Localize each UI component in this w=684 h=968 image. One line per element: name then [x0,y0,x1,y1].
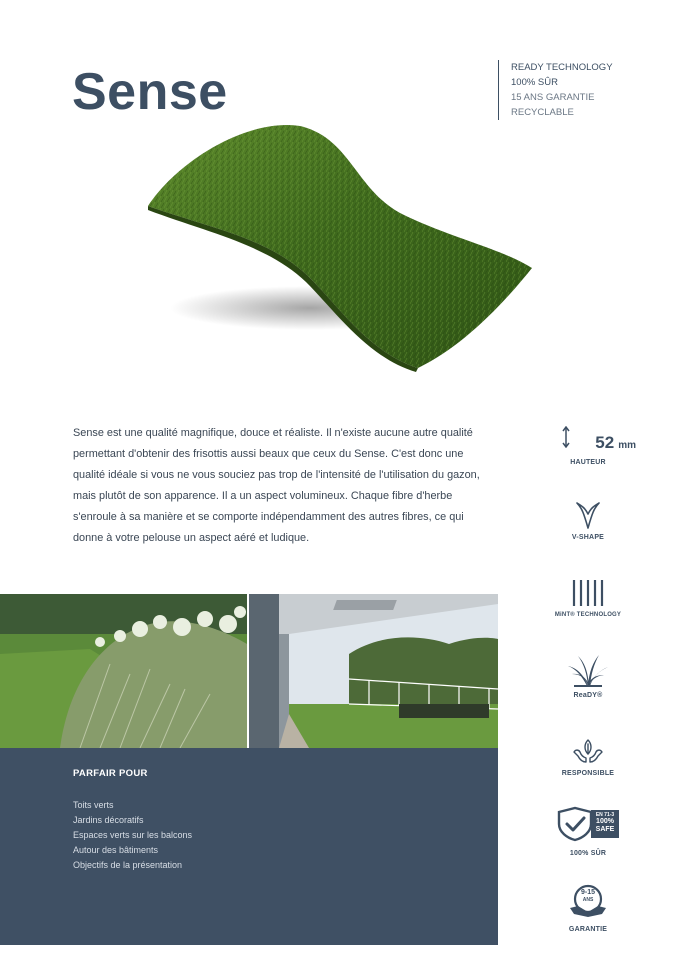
spec-ready [540,654,636,699]
safe-label: 100% SÛR [569,850,607,857]
terrace-photo [249,594,498,748]
feature-item: 15 ANS GARANTIE [511,92,595,103]
list-item: Toits verts [73,800,114,810]
suitable-for-panel [0,748,498,945]
product-title: Sense [72,63,228,121]
warranty-years: 9-15 [580,889,595,896]
height-label: HAUTEUR [570,459,606,466]
application-photos [0,594,498,748]
height-unit: mm [618,440,636,451]
mint-technology-icon [571,578,605,608]
ready-label: ReaDY® [573,692,603,699]
feature-list [498,60,613,120]
mint-label: MiNT® TECHNOLOGY [554,612,622,618]
list-item: Autour des bâtiments [73,845,159,855]
list-item: Jardins décoratifs [73,815,144,825]
height-value: 52 [595,433,615,452]
spec-mint [540,578,636,618]
panel-title: PARFAIR POUR [73,768,148,779]
spec-vshape [540,500,636,541]
height-arrow-icon [562,426,570,448]
v-shape-icon [574,500,602,530]
spec-height [540,426,636,466]
spec-warranty [540,884,636,933]
feature-item: 100% SÛR [511,77,558,88]
responsible-label: RESPONSIBLE [561,770,615,777]
safe-badge-text: EN 71-3 100% SAFE [595,812,615,833]
suitable-for-list [73,798,192,873]
list-item: Espaces verts sur les balcons [73,830,193,840]
warranty-badge [568,884,608,918]
warranty-label: GARANTIE [568,926,608,933]
turf-sample-image [140,118,540,378]
product-description: Sense est une qualité magnifique, douce et réaliste. Il n'existe aucune autre qualité permettant d'obtenir des frisottis aussi beaux que ceux du Sense. C'est donc une qualité idéale si vous ne vous souciez pas trop de l'intensité de l'utilisation du gazon, mais plutôt de son apparence. Il a un aspect volumineux. Chaque fibre d'herbe s'enroule à sa manière et se comporte indépendamment des autres fibres, ce qui donne à votre pelouse un aspect aéré et ludique. [73,427,480,544]
list-item: Objectifs de la présentation [73,860,183,870]
feature-item: RECYCLABLE [511,107,574,118]
safe-badge [555,806,621,842]
spec-safe [540,806,636,857]
feature-item: READY TECHNOLOGY [511,62,613,73]
garden-photo [0,594,247,748]
hands-leaf-icon [572,738,604,766]
warranty-unit: ANS [582,897,594,903]
vshape-label: V-SHAPE [571,534,605,541]
grass-ready-icon [566,654,610,688]
spec-responsible [540,738,636,777]
